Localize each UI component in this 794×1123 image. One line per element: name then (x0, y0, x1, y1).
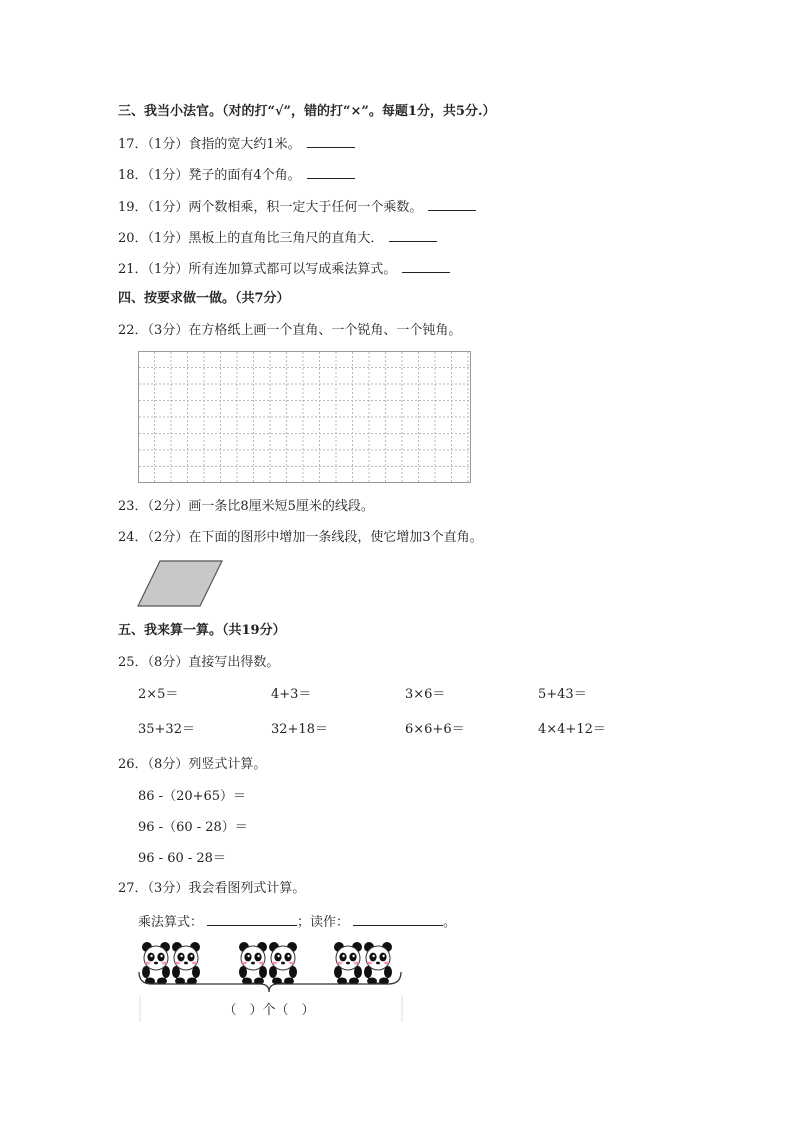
answer-blank-17[interactable] (307, 134, 355, 148)
question-18 (118, 165, 355, 185)
question-24: 24．（2分）在下面的图形中增加一条线段，使它增加3个直角。 (118, 530, 483, 545)
question-23: 23．（2分）画一条比8厘米短5厘米的线段。 (118, 499, 374, 514)
question-20-text: 20．（1分）黑板上的直角比三角尺的直角大． (118, 231, 384, 246)
calc-item: 6×6+6＝ (405, 722, 465, 737)
calc-item: 2×5＝ (138, 687, 179, 702)
calc-item: 32+18＝ (271, 722, 328, 737)
brace-caption: （ ）个（ ） (223, 1003, 315, 1018)
calc-item: 5+43＝ (538, 687, 587, 702)
question-21 (118, 259, 450, 279)
question-27: 27．（3分）我会看图列式计算。 (118, 881, 306, 896)
multiplication-blank[interactable] (207, 912, 297, 926)
question-18-text: 18．（1分）凳子的面有4个角。 (118, 168, 301, 183)
question-17 (118, 134, 355, 154)
calc-item: 35+32＝ (138, 722, 195, 737)
answer-blank-21[interactable] (402, 259, 450, 273)
question-19-text: 19．（1分）两个数相乘，积一定大于任何一个乘数。 (118, 200, 423, 215)
question-25: 25．（8分）直接写出得数。 (118, 655, 280, 670)
read-label: ；读作： (297, 915, 350, 930)
question-22: 22．（3分）在方格纸上画一个直角、一个锐角、一个钝角。 (118, 323, 462, 338)
section4-heading: 四、按要求做一做。（共7分） (118, 291, 290, 306)
question-21-text: 21．（1分）所有连加算式都可以写成乘法算式。 (118, 262, 397, 277)
multiplication-label: 乘法算式： (138, 915, 204, 930)
section3-heading: 三、我当小法官。（对的打“√”，错的打“×”。每题1分，共5分.） (118, 104, 496, 119)
calc-item: 4×4+12＝ (538, 722, 606, 737)
multiplication-answer-line (138, 912, 456, 932)
grid-paper[interactable] (138, 351, 472, 484)
vertical-calc-item: 86 -（20+65）＝ (138, 789, 247, 804)
question-19 (118, 197, 476, 217)
section5-heading: 五、我来算一算。（共19分） (118, 623, 286, 638)
answer-blank-19[interactable] (428, 197, 476, 211)
parallelogram-figure (136, 558, 226, 610)
question-20 (118, 228, 437, 248)
end-mark: 。 (443, 915, 457, 930)
read-blank[interactable] (353, 912, 443, 926)
calc-item: 4+3＝ (271, 687, 312, 702)
vertical-calc-item: 96 -（60 - 28）＝ (138, 820, 248, 835)
vertical-calc-item: 96 - 60 - 28＝ (138, 851, 226, 866)
question-17-text: 17．（1分）食指的宽大约1米。 (118, 137, 301, 152)
calc-item: 3×6＝ (405, 687, 446, 702)
question-26: 26．（8分）列竖式计算。 (118, 757, 267, 772)
panda-picture (136, 938, 406, 1022)
answer-blank-18[interactable] (307, 165, 355, 179)
answer-blank-20[interactable] (389, 228, 437, 242)
